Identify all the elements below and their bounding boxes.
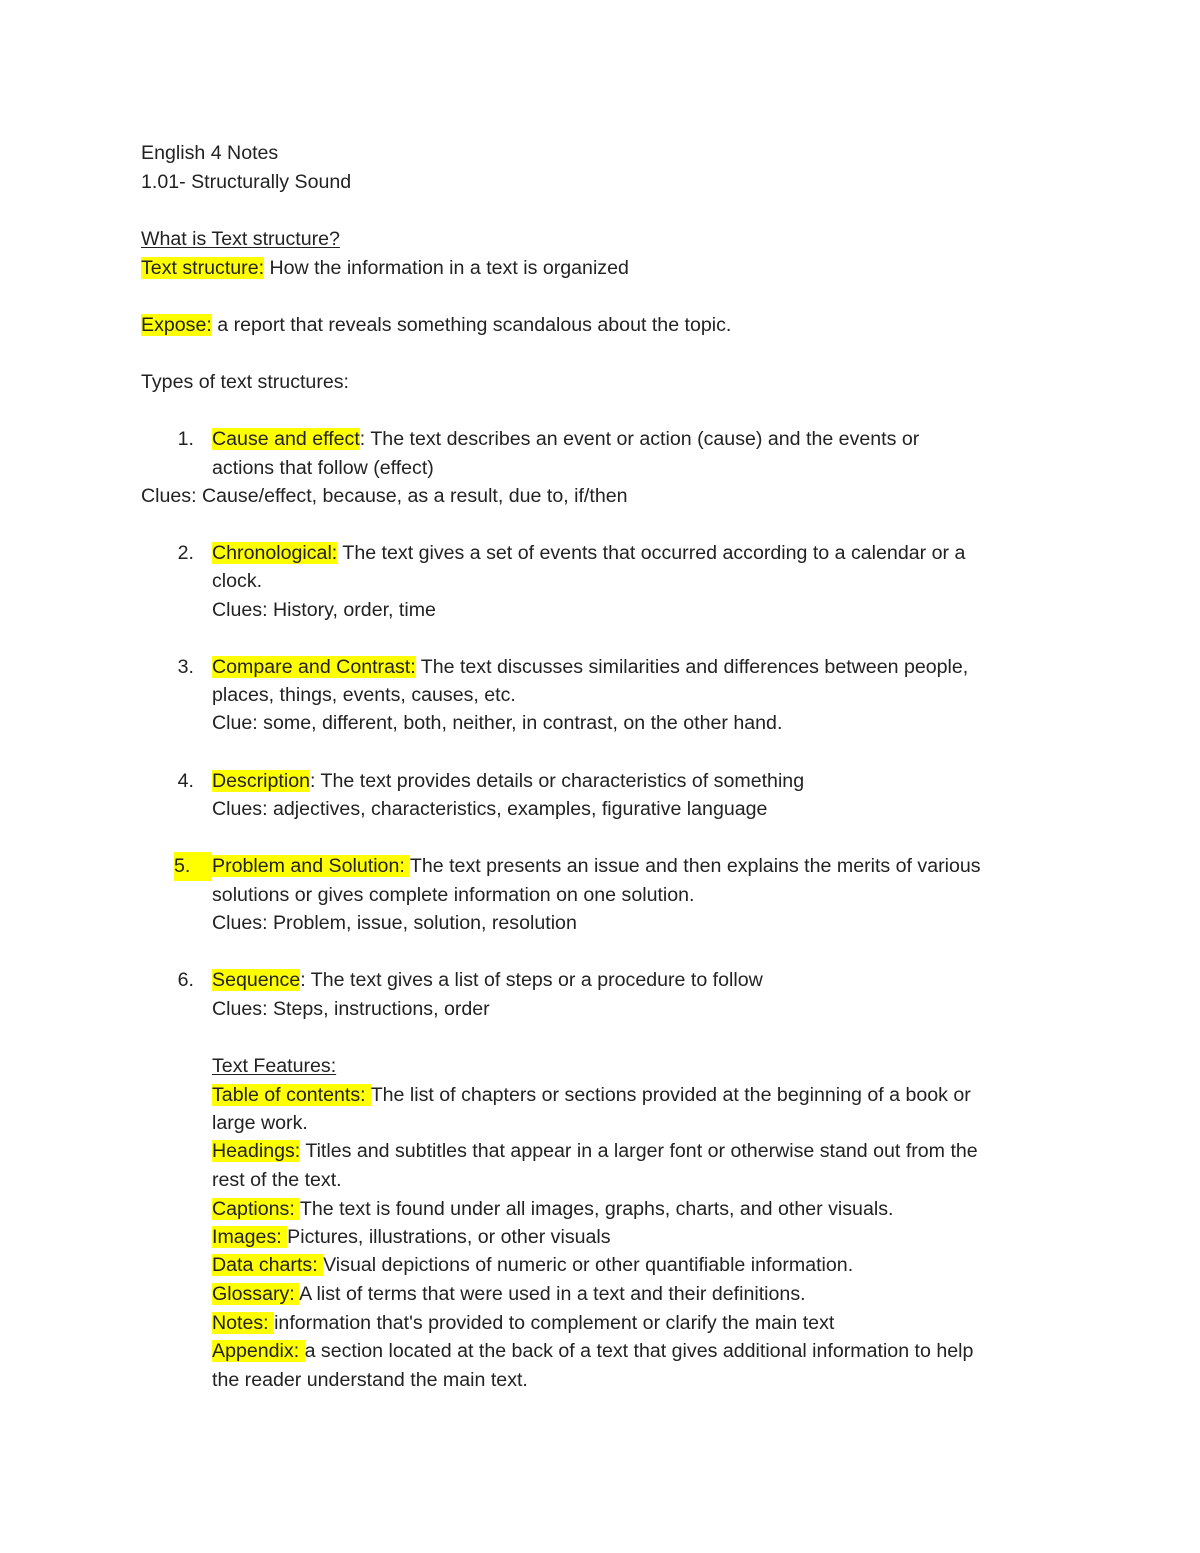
item-text: The text gives a list of steps or a procedure to follow [305, 969, 763, 991]
item-continuation: solutions or gives complete information on one solution. [212, 884, 695, 906]
list-item-cause-effect [212, 425, 919, 454]
doc-title: English 4 Notes [141, 142, 279, 164]
section-heading-text-features: Text Features: [212, 1055, 337, 1077]
item-continuation: actions that follow (effect) [212, 457, 434, 479]
term-colon: : [359, 428, 366, 450]
list-number: 3. [177, 656, 194, 678]
highlighted-term: Glossary: [212, 1283, 300, 1305]
definition-text: a report that reveals something scandalous about the topic. [211, 314, 732, 336]
feature-continuation: large work. [212, 1112, 308, 1134]
highlighted-term: Notes: [212, 1312, 275, 1334]
section-heading-text-structure: What is Text structure? [141, 228, 340, 250]
feature-glossary [212, 1280, 806, 1309]
item-continuation: clock. [212, 570, 263, 592]
list-number: 5. [174, 855, 191, 877]
feature-images [212, 1223, 611, 1252]
list-number-highlighted [174, 852, 212, 881]
term-colon: : [310, 770, 316, 792]
feature-notes [212, 1309, 834, 1338]
item-clues: Clues: History, order, time [212, 599, 436, 621]
list-number: 6. [177, 969, 194, 991]
doc-subtitle: 1.01- Structurally Sound [141, 171, 352, 193]
definition-expose [141, 311, 731, 340]
definition-text-structure [141, 254, 629, 283]
highlighted-term: Data charts: [212, 1254, 324, 1276]
list-number: 1. [177, 428, 194, 450]
item-clues: Clues: Problem, issue, solution, resolution [212, 912, 577, 934]
highlighted-term: Table of contents: [212, 1084, 371, 1106]
item-clues: Clues: Cause/effect, because, as a result, due to, if/then [141, 485, 628, 507]
item-clues: Clues: adjectives, characteristics, examples, figurative language [212, 798, 768, 820]
highlighted-term: Chronological: [212, 542, 338, 564]
item-text: The text discusses similarities and differences between people, [415, 656, 969, 678]
feature-headings [212, 1137, 978, 1166]
highlighted-term: Captions: [212, 1198, 300, 1220]
highlighted-term: Description [212, 770, 311, 792]
definition-text: How the information in a text is organized [264, 257, 629, 279]
feature-continuation: rest of the text. [212, 1169, 342, 1191]
highlighted-term: Expose: [141, 314, 212, 336]
types-heading: Types of text structures: [141, 371, 349, 393]
list-number: 4. [177, 770, 194, 792]
highlighted-term: Compare and Contrast: [212, 656, 416, 678]
highlighted-term: Appendix: [212, 1340, 305, 1362]
item-text: The text presents an issue and then explains the merits of various [409, 855, 981, 877]
feature-appendix [212, 1337, 973, 1366]
highlighted-term: Cause and effect [212, 428, 360, 450]
feature-text: a section located at the back of a text that gives additional information to help [304, 1340, 974, 1362]
list-item-compare-contrast [212, 653, 968, 682]
highlighted-term: Problem and Solution: [212, 855, 410, 877]
item-continuation: places, things, events, causes, etc. [212, 684, 516, 706]
list-item-sequence [212, 966, 763, 995]
highlighted-term: Text structure: [141, 257, 265, 279]
highlighted-term: Headings: [212, 1140, 301, 1162]
list-item-problem-solution [212, 852, 981, 881]
feature-captions [212, 1195, 893, 1224]
feature-text: Titles and subtitles that appear in a larger font or otherwise stand out from the [300, 1140, 978, 1162]
item-text: The text provides details or characteristics of something [315, 770, 805, 792]
feature-data-charts [212, 1251, 853, 1280]
feature-text: A list of terms that were used in a text and their definitions. [299, 1283, 806, 1305]
list-number: 2. [177, 542, 194, 564]
list-item-chronological [212, 539, 965, 568]
list-item-description [212, 767, 804, 796]
feature-text: Visual depictions of numeric or other quantifiable information. [323, 1254, 854, 1276]
feature-text: information that's provided to complement or clarify the main text [274, 1312, 835, 1334]
term-colon: : [300, 969, 306, 991]
highlighted-term: Sequence [212, 969, 301, 991]
feature-text: The text is found under all images, graphs, charts, and other visuals. [299, 1198, 894, 1220]
highlighted-term: Images: [212, 1226, 288, 1248]
feature-table-of-contents [212, 1081, 971, 1110]
feature-text: The list of chapters or sections provided at the beginning of a book or [370, 1084, 971, 1106]
feature-continuation: the reader understand the main text. [212, 1369, 528, 1391]
feature-text: Pictures, illustrations, or other visuals [287, 1226, 611, 1248]
item-clues: Clues: Steps, instructions, order [212, 998, 490, 1020]
item-clues: Clue: some, different, both, neither, in contrast, on the other hand. [212, 712, 783, 734]
item-text: The text gives a set of events that occurred according to a calendar or a [337, 542, 966, 564]
item-text: The text describes an event or action (cause) and the events or [365, 428, 920, 450]
